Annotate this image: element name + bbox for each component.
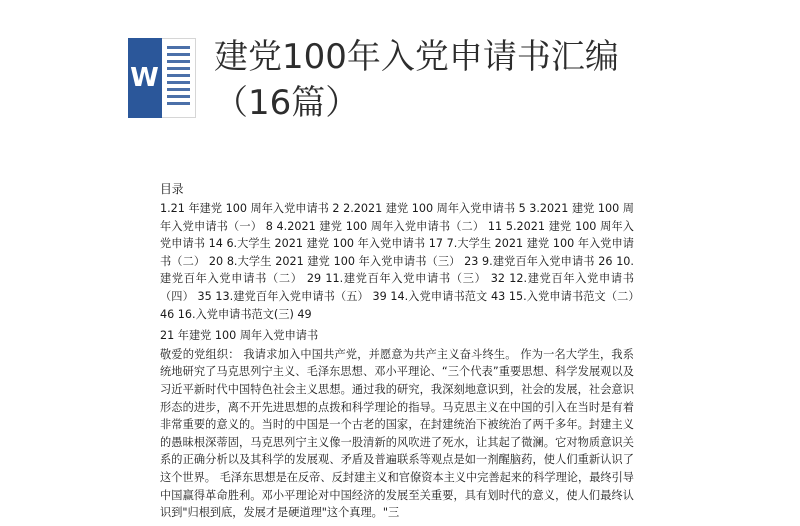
word-icon-line (167, 95, 190, 98)
document-header (0, 0, 800, 148)
word-icon-line (167, 67, 190, 70)
table-of-contents-list: 1.21 年建党 100 周年入党申请书 2 2.2021 建党 100 周年入党申请书 5 3.2021 建党 100 周年入党申请书（一） 8 4.2021 建党 100 周年入党申请书（二） 11 5.2021 建党 100 周年入党申请书 14 6.大学生 2021 建党 100 年入党申请书 17 7.大学生 2021 建党 100 年入党申请书（二） 20 8.大学生 2021 建党 100 年入党申请书（三） 23 9.建党百年入党申请书 26 10.建党百年入党申请书（二） 29 11.建党百年入党申请书（三） 32 12.建党百年入党申请书（四） 35 13.建党百年入党申请书（五） 39 14.入党申请书范文 43 15.入党申请书范文（二）46 16.入党申请书范文(三) 49 (160, 202, 634, 321)
word-icon-line (167, 74, 190, 77)
word-icon-line (167, 102, 190, 105)
document-body (160, 180, 634, 522)
table-of-contents-heading: 目录 (160, 182, 184, 196)
word-icon-line (167, 46, 190, 49)
word-icon-letter-block (128, 38, 162, 118)
document-title: 建党100年入党申请书汇编（16篇） (214, 37, 619, 123)
word-icon-line (167, 88, 190, 91)
body-paragraph: 敬爱的党组织： 我请求加入中国共产党，并愿意为共产主义奋斗终生。 作为一名大学生，我系统地研究了马克思列宁主义、毛泽东思想、邓小平理论、“三个代表”重要思想、科学发展观以及习近平新时代中国特色社会主义思想。通过我的研究，我深刻地意识到，社会的发展，社会意识形态的进步，离不开先进思想的点拨和科学理论的指导。马克思主义在中国的引入在当时是有着非常重要的意义的。当时的中国是一个古老的国家，在封建统治下被统治了两千多年。封建主义的愚昧根深蒂固，马克思列宁主义像一股清新的风吹进了死水，让其起了微澜。它对物质意识关系的正确分析以及其科学的发展观、矛盾及普遍联系等观点是如一剂醒脑药，使人们重新认识了这个世界。 毛泽东思想是在反帝、反封建主义和官僚资本主义中完善起来的科学理论，最终引导中国赢得革命胜利。邓小平理论对中国经济的发展至关重要，具有划时代的意义，使人们最终认识到"归根到底，发展才是硬道理"这个真理。"三 (160, 347, 634, 520)
word-icon-letter: W (130, 63, 159, 93)
word-icon-line (167, 81, 190, 84)
word-icon-line (167, 53, 190, 56)
word-icon-lines-block (162, 38, 196, 118)
word-document-icon (128, 38, 196, 118)
word-icon-line (167, 60, 190, 63)
section-heading: 21 年建党 100 周年入党申请书 (160, 329, 319, 343)
